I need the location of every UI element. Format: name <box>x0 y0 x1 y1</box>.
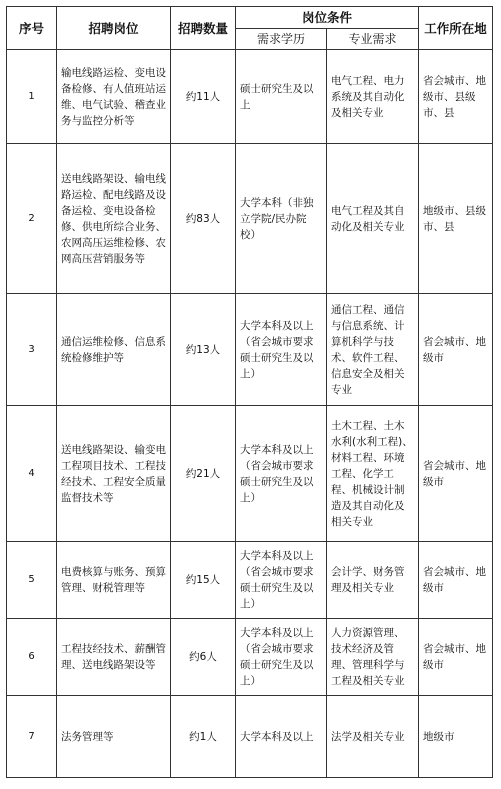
row-education: 大学本科及以上 <box>236 696 327 778</box>
row-index: 3 <box>7 294 57 406</box>
table-row <box>7 696 493 778</box>
row-location: 省会城市、地级市 <box>419 619 493 696</box>
row-index: 6 <box>7 619 57 696</box>
row-major: 人力资源管理、技术经济及管理、管理科学与工程及相关专业 <box>327 619 419 696</box>
row-position: 送电线路架设、输变电工程项目技术、工程技经技术、工程安全质量监督技术等 <box>57 406 171 542</box>
row-position: 工程技经技术、薪酬管理、送电线路架设等 <box>57 619 171 696</box>
row-index: 5 <box>7 542 57 619</box>
header-count: 招聘数量 <box>171 7 236 50</box>
row-major: 通信工程、通信与信息系统、计算机科学与技术、软件工程、信息安全及相关专业 <box>327 294 419 406</box>
row-location: 地级市 <box>419 696 493 778</box>
row-education: 大学本科及以上（省会城市要求硕士研究生及以上） <box>236 406 327 542</box>
row-position: 通信运维检修、信息系统检修维护等 <box>57 294 171 406</box>
table-row <box>7 542 493 619</box>
row-index: 7 <box>7 696 57 778</box>
header-major: 专业需求 <box>327 29 419 50</box>
header-education: 需求学历 <box>236 29 327 50</box>
row-education: 硕士研究生及以上 <box>236 50 327 144</box>
row-position: 送电线路架设、输电线路运检、配电线路及设备运检、变电设备检修、供电所综合业务、农网高压运维检修、农网高压营销服务等 <box>57 144 171 294</box>
row-location: 省会城市、地级市 <box>419 542 493 619</box>
row-education: 大学本科及以上（省会城市要求硕士研究生及以上） <box>236 619 327 696</box>
row-index: 4 <box>7 406 57 542</box>
row-count: 约6人 <box>171 619 236 696</box>
row-count: 约13人 <box>171 294 236 406</box>
table-row <box>7 294 493 406</box>
row-position: 法务管理等 <box>57 696 171 778</box>
row-position: 电费核算与账务、预算管理、财税管理等 <box>57 542 171 619</box>
table-row <box>7 50 493 144</box>
row-major: 会计学、财务管理及相关专业 <box>327 542 419 619</box>
row-index: 1 <box>7 50 57 144</box>
table-row <box>7 406 493 542</box>
row-count: 约83人 <box>171 144 236 294</box>
row-major: 电气工程、电力系统及其自动化及相关专业 <box>327 50 419 144</box>
row-location: 省会城市、地级市 <box>419 406 493 542</box>
table-row <box>7 144 493 294</box>
row-location: 地级市、县级市、县 <box>419 144 493 294</box>
row-count: 约15人 <box>171 542 236 619</box>
row-major: 电气工程及其自动化及相关专业 <box>327 144 419 294</box>
row-location: 省会城市、地级市 <box>419 294 493 406</box>
row-count: 约21人 <box>171 406 236 542</box>
row-index: 2 <box>7 144 57 294</box>
header-conditions: 岗位条件 <box>236 7 419 29</box>
row-position: 输电线路运检、变电设备检修、有人值班站运维、电气试验、稽查业务与监控分析等 <box>57 50 171 144</box>
recruitment-table <box>6 6 493 778</box>
row-education: 大学本科（非独立学院/民办院校） <box>236 144 327 294</box>
header-location: 工作所在地 <box>419 7 493 50</box>
table-row <box>7 619 493 696</box>
row-education: 大学本科及以上（省会城市要求硕士研究生及以上） <box>236 542 327 619</box>
recruitment-table-container <box>6 6 492 778</box>
row-major: 土木工程、土木水利(水利工程)、材料工程、环境工程、化学工程、机械设计制造及其自动化及相关专业 <box>327 406 419 542</box>
row-location: 省会城市、地级市、县级市、县 <box>419 50 493 144</box>
row-count: 约11人 <box>171 50 236 144</box>
row-count: 约1人 <box>171 696 236 778</box>
row-major: 法学及相关专业 <box>327 696 419 778</box>
header-index: 序号 <box>7 7 57 50</box>
header-position: 招聘岗位 <box>57 7 171 50</box>
row-education: 大学本科及以上（省会城市要求硕士研究生及以上） <box>236 294 327 406</box>
